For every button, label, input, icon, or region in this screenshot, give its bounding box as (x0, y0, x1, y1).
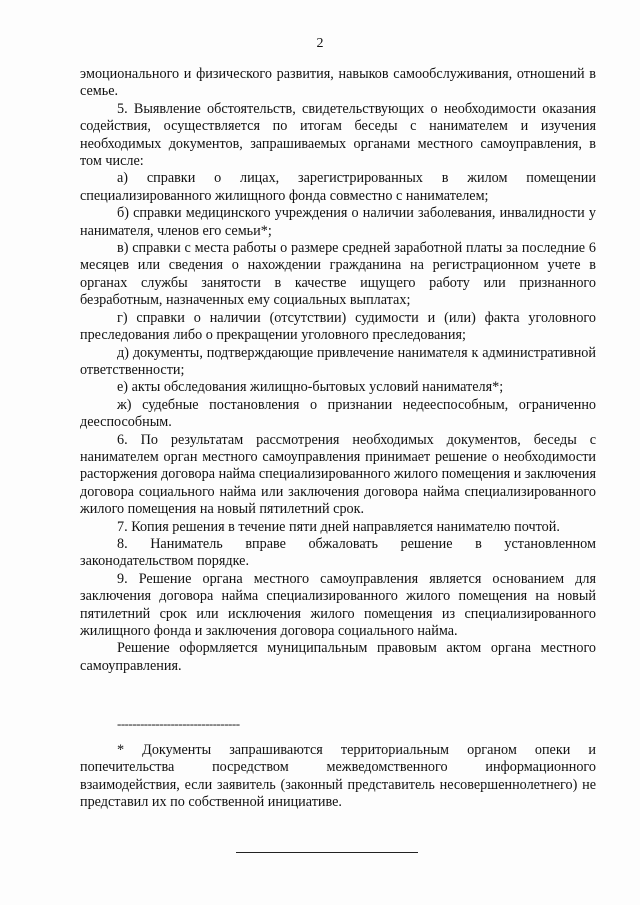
paragraph-item-7: 7. Копия решения в течение пяти дней направляется нанимателю почтой. (117, 518, 560, 535)
paragraph-decision-form: Решение оформляется муниципальным правовым актом органа местного самоуправления. (80, 640, 596, 674)
footnote-text: * Документы запрашиваются территориальным органом опеки и попечительства посредством межведомственного информационного взаимодействия, если заявитель (законный представитель несовершеннолетнего) не представил их по собственной инициативе. (80, 742, 596, 811)
paragraph-item-6: 6. По результатам рассмотрения необходимых документов, беседы с нанимателем орган местного самоуправления принимает решение о необходимости расторжения договора найма специализированного жилого помещения и заключения договора социального найма или заключения договора найма специализированного жилого помещения на новый пятилетний срок. (80, 431, 596, 518)
document-body (80, 66, 596, 675)
paragraph-continuation: эмоционального и физического развития, навыков самообслуживания, отношений в семье. (80, 66, 596, 100)
bottom-divider-line (236, 852, 418, 853)
paragraph-item-5: 5. Выявление обстоятельств, свидетельствующих о необходимости оказания содействия, осуществляется по итогам беседы с нанимателем и изучения необходимых документов, запрашиваемых органами местного самоуправления, в том числе: (80, 100, 596, 170)
paragraph-subitem-d: д) документы, подтверждающие привлечение нанимателя к административной ответственности; (80, 344, 596, 378)
paragraph-subitem-e: е) акты обследования жилищно-бытовых условий нанимателя*; (117, 379, 504, 396)
paragraph-subitem-v: в) справки с места работы о размере средней заработной платы за последние 6 месяцев или сведения о нахождении гражданина на регистрационном учете в органах службы занятости в качестве ищущего работу или признанного безработным, назначенных ему социальных выплатах; (80, 240, 596, 309)
paragraph-subitem-zh: ж) судебные постановления о признании недееспособным, ограниченно дееспособным. (80, 396, 596, 431)
paragraph-subitem-b: б) справки медицинского учреждения о наличии заболевания, инвалидности у нанимателя, членов его семьи*; (80, 205, 596, 239)
paragraph-item-8: 8. Наниматель вправе обжаловать решение в установленном законодательством порядке. (80, 535, 596, 570)
page-number: 2 (316, 36, 324, 51)
paragraph-subitem-g: г) справки о наличии (отсутствии) судимости и (или) факта уголовного преследования либо о прекращении уголовного преследования; (80, 309, 596, 344)
paragraph-item-9: 9. Решение органа местного самоуправления является основанием для заключения договора найма специализированного жилого помещения на новый пятилетний срок или исключения жилого помещения из специализированного жилищного фонда и заключения договора социального найма. (80, 570, 596, 639)
footnote-separator: -------------------------------- (117, 716, 240, 731)
paragraph-subitem-a: а) справки о лицах, зарегистрированных в жилом помещении специализированного жилищного фонда совместно с нанимателем; (80, 170, 596, 204)
